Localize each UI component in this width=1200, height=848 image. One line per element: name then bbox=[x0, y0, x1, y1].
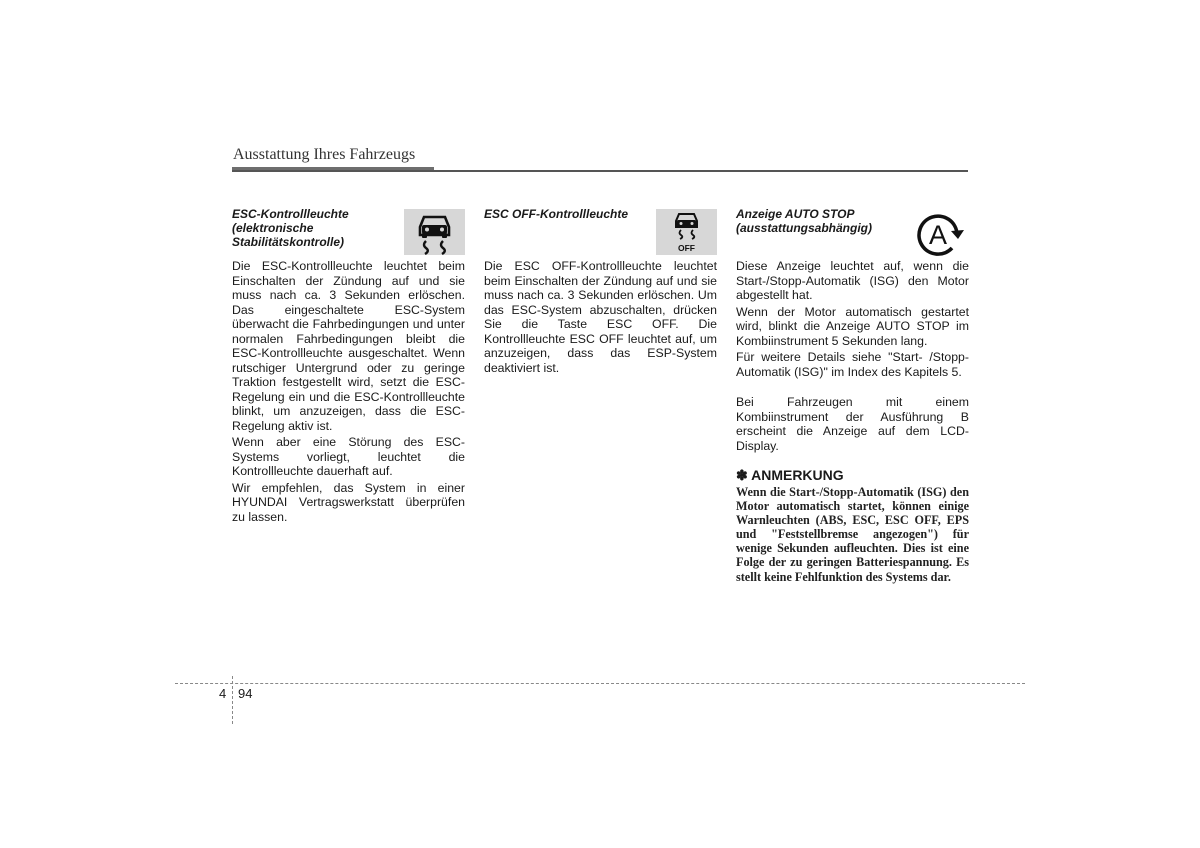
paragraph: Die ESC-Kontrollleuchte leuchtet beim Einschalten der Zündung auf und sie muss nach ca. 3 Sekunden erlöschen. Das eingeschaltete ESC-System überwacht die Fahrbedingungen und unter normalen Fahrbedingungen bleibt die ESC-Kontrollleuchte ausgeschaltet. Wenn rutschiger Untergrund oder zu geringe Traktion festgestellt wird, setzt die ESC-Regelung ein und die ESC-Kontrollleuchte blinkt, um anzuzeigen, dass die ESC-Regelung aktiv ist. bbox=[232, 259, 465, 433]
column-esc-off-indicator bbox=[484, 207, 717, 377]
chapter-number: 4 bbox=[219, 686, 227, 701]
section-heading: ESC OFF-Kontrollleuchte bbox=[484, 207, 628, 221]
auto-stop-icon-letter: A bbox=[928, 220, 948, 250]
section-body bbox=[484, 259, 717, 375]
note-heading: ✽ ANMERKUNG bbox=[736, 467, 844, 483]
paragraph: Die ESC OFF-Kontrollleuchte leuchtet beim Einschalten der Zündung auf und sie muss nach ca. 3 Sekunden erlöschen. Um das ESC-System abzuschalten, drücken Sie die Taste ESC OFF. Die Kontrollleuchte ESC OFF leuchtet auf, um anzuzeigen, dass das ESP-System deaktiviert ist. bbox=[484, 259, 717, 375]
section-heading: Anzeige AUTO STOP (ausstattungsabhängig) bbox=[736, 207, 873, 235]
note-text: Wenn die Start-/Stopp-Automatik (ISG) den Motor automatisch startet, können einige Warnleuchten (ABS, ESC, ESC OFF, EPS und "Feststellbremse angezogen") für wenige Sekunden aufleuchten. Dies ist eine Folge der zu geringen Batteriespannung. Es stellt keine Fehlfunktion des Systems dar. bbox=[736, 485, 969, 584]
footer-rule bbox=[175, 683, 1025, 684]
paragraph: Wenn der Motor automatisch gestartet wird, blinkt die Anzeige AUTO STOP im Kombiinstrument 5 Sekunden lang. bbox=[736, 304, 969, 348]
section-body bbox=[736, 259, 969, 453]
header-rule bbox=[232, 170, 968, 172]
paragraph: Diese Anzeige leuchtet auf, wenn die Start-/Stopp-Automatik (ISG) den Motor abgestellt hat. bbox=[736, 259, 969, 302]
auto-stop-icon bbox=[908, 209, 969, 255]
paragraph: Wir empfehlen, das System in einer HYUNDAI Vertragswerkstatt überprüfen zu lassen. bbox=[232, 480, 465, 524]
footer-divider bbox=[232, 676, 233, 724]
esc-off-icon-label: OFF bbox=[678, 243, 695, 253]
column-auto-stop bbox=[736, 207, 969, 584]
page-header-title: Ausstattung Ihres Fahrzeugs bbox=[233, 146, 416, 163]
section-body bbox=[232, 259, 465, 524]
paragraph: Wenn aber eine Störung des ESC-Systems vorliegt, leuchtet die Kontrollleuchte dauerhaft auf. bbox=[232, 435, 465, 478]
column-esc-indicator bbox=[232, 207, 465, 526]
esc-skid-car-icon bbox=[404, 209, 465, 255]
esc-off-icon bbox=[656, 209, 717, 255]
section-heading: ESC-Kontrollleuchte (elektronische Stabilitätskontrolle) bbox=[232, 207, 349, 249]
paragraph: Für weitere Details siehe "Start- /Stopp-Automatik (ISG)" im Index des Kapitels 5. bbox=[736, 350, 969, 379]
paragraph: Bei Fahrzeugen mit einem Kombiinstrument der Ausführung B erscheint die Anzeige auf dem LCD-Display. bbox=[736, 395, 969, 453]
page-number: 94 bbox=[238, 686, 253, 701]
